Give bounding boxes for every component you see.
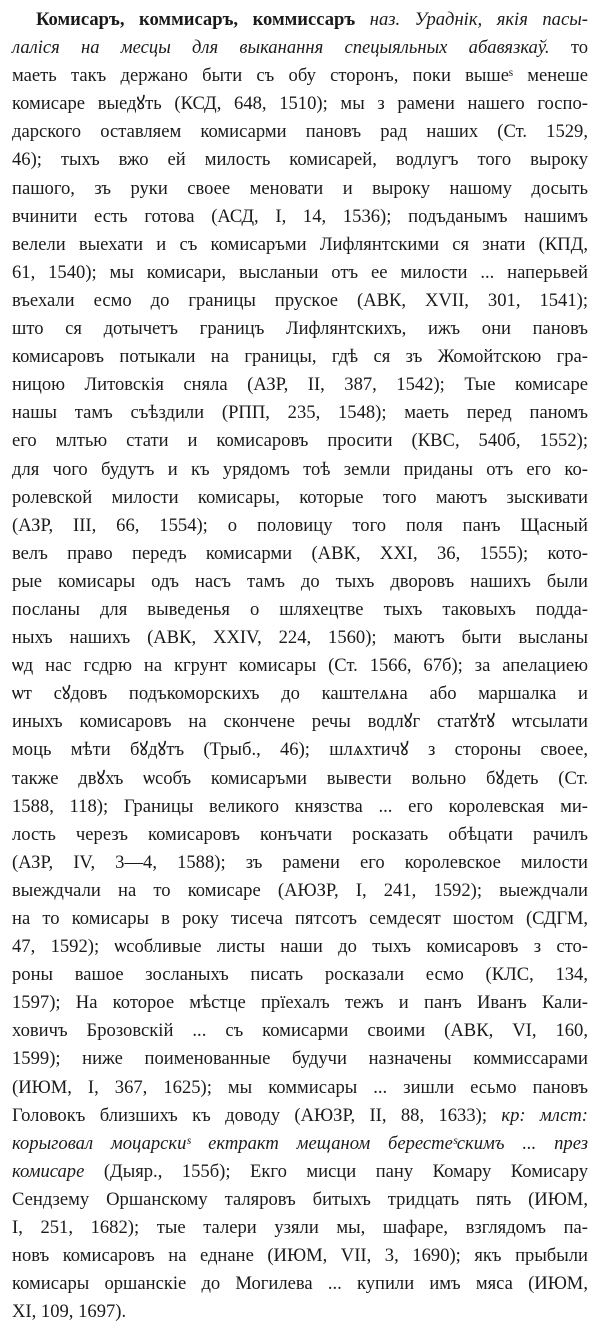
entry-text: 1588, 118); Границы великого князства ... его королевская ми- <box>12 795 588 817</box>
italic-text: комисаре <box>12 1160 85 1182</box>
entry-text: Головокъ близшихъ къ доводу (АЮЗР, II, 88, 1633); <box>12 1104 488 1126</box>
entry-line <box>12 933 588 961</box>
entry-line <box>12 118 588 146</box>
entry-line <box>12 1158 588 1186</box>
entry-line <box>12 484 588 512</box>
italic-text: кр: млст: <box>487 1104 588 1126</box>
entry-text: для чого будутъ и къ урядомъ тоѣ земли приданы отъ его ко- <box>12 458 588 480</box>
entry-line <box>12 849 588 877</box>
entry-text: также двꙋхъ ѡсобъ комисаръми вывести вольно бꙋдеть (Ст. <box>12 767 588 789</box>
entry-text: на то комисары в року тисеча пятсотъ семдесят шостом (СДГМ, <box>12 908 588 929</box>
entry-text: 46); тыхъ вжо ей милость комисарей, водлугъ того выроку <box>12 149 588 171</box>
entry-text: рые комисары одъ насъ тамъ до тыхъ дворовъ нашихъ были <box>12 570 588 592</box>
entry-text: ховичъ Брозовскій ... съ комисарми своими (АВК, VI, 160, <box>12 1020 588 1042</box>
entry-line <box>12 456 588 484</box>
entry-line <box>12 1045 588 1073</box>
entry-text: (АЗР, III, 66, 1554); о половицу того поля панъ Щасный <box>12 514 588 536</box>
italic-text: лаліся на месцы для выканання спецыяльных абавязкаў. <box>12 37 550 59</box>
entry-line <box>12 315 588 343</box>
entry-text: 1599); ниже поименованные будучи назначены коммиссарами <box>12 1048 588 1070</box>
entry-text: роны вашое зосланыхъ писать росказали есмо (КЛС, 134, <box>12 964 588 986</box>
italic-text: корыговал моцарскиˢ ектракт мещаном берестеˢскимъ ... през <box>12 1132 588 1154</box>
entry-text: новъ комисаровъ на еднане (ИЮМ, VII, 3, 1690); якъ прыбыли <box>12 1245 588 1267</box>
entry-text: (АЗР, IV, 3—4, 1588); зъ рамени его королевское милости <box>12 851 588 873</box>
italic-text: наз. Ураднік, якія пасы- <box>355 9 588 30</box>
headword: Комисаръ, коммисаръ, коммиссаръ <box>36 9 356 30</box>
entry-text: велели выехати и съ комисаръми Лифлянтскими ся знати (КПД, <box>12 233 588 255</box>
entry-line <box>12 203 588 231</box>
entry-line <box>12 596 588 624</box>
entry-text: што ся дотычетъ границъ Лифлянтскихъ, ижъ они пановъ <box>12 318 588 340</box>
entry-text: ныхъ нашихъ (АВК, XXIV, 224, 1560); маютъ быти высланы <box>12 627 588 649</box>
entry-line <box>12 793 588 821</box>
entry-line <box>12 1214 588 1242</box>
entry-text: ѡд нас гсдрю на кгрунт комисары (Ст. 1566, 67б); за апелациею <box>12 655 588 677</box>
entry-line <box>12 231 588 259</box>
entry-text: въехали есмо до границы прускoe (АВК, XVII, 301, 1541); <box>12 289 588 311</box>
entry-text: пашого, зъ руки своее меновати и выроку нашому досыть <box>12 177 588 199</box>
entry-line <box>12 512 588 540</box>
entry-text: Сендзему Оршанскому таляровъ битыхъ тридцать пять (ИЮМ, <box>12 1188 588 1210</box>
entry-text: вчинити есть готова (АСД, I, 14, 1536); подъданымъ нашимъ <box>12 205 588 227</box>
entry-line <box>12 1298 588 1326</box>
entry-line <box>12 371 588 399</box>
entry-text: маеть такъ держано быти съ обу сторонъ, поки вышеˢ менеше <box>12 65 588 87</box>
entry-text: велъ право передъ комисарми (АВК, XXI, 36, 1555); кото- <box>12 542 588 564</box>
entry-line <box>12 680 588 708</box>
entry-text: дарского оставляем комисарми пановъ рад наших (Ст. 1529, <box>12 121 588 143</box>
entry-line-headword <box>12 6 588 34</box>
entry-line <box>12 708 588 736</box>
entry-line <box>12 259 588 287</box>
entry-text: ницою Литовскія сняла (АЗР, II, 387, 1542); Тые комисаре <box>12 374 588 396</box>
entry-text: выеждчали на то комисаре (АЮЗР, I, 241, 1592); выеждчали <box>12 879 588 901</box>
entry-line <box>12 961 588 989</box>
entry-text: комисаре выедꙋть (КСД, 648, 1510); мы з рамени нашего госпо- <box>12 93 588 115</box>
entry-line <box>12 1017 588 1045</box>
entry-text: 47, 1592); ѡсобливые листы наши до тыхъ комисаровъ з сто- <box>12 936 588 958</box>
entry-text: посланы для выведенья о шляхецтве тыхъ таковыхъ подда- <box>12 598 588 620</box>
entry-line <box>12 427 588 455</box>
entry-text: (ИЮМ, I, 367, 1625); мы коммисары ... зишли есьмо пановъ <box>12 1076 588 1098</box>
entry-line <box>12 765 588 793</box>
entry-line <box>12 736 588 764</box>
entry-line <box>12 1270 588 1298</box>
entry-text: 1597); На которое мѣстце прїехалъ тежъ и панъ Иванъ Кали- <box>12 992 588 1014</box>
entry-text: лость черезъ комисаровъ конъчати росказать обѣцати рачилъ <box>12 823 588 845</box>
entry-text: иныхъ комисаровъ на скончене речы водлꙋг статꙋтꙋ ѡтсылати <box>12 711 588 733</box>
entry-text: то <box>549 37 588 59</box>
entry-text: нашы тамъ съѣздили (РПП, 235, 1548); маеть перед паномъ <box>12 402 588 424</box>
entry-line <box>12 877 588 905</box>
entry-text: ѡт сꙋдовъ подъкоморскихъ до каштелѧна або маршалка и <box>12 683 588 705</box>
entry-line <box>12 287 588 315</box>
entry-line <box>12 399 588 427</box>
entry-text: комисаровъ потыкали на границы, гдѣ ся зъ Жомойтскою гра- <box>12 346 588 368</box>
entry-text: его млтью стати и комисаровъ просити (КВС, 540б, 1552); <box>12 430 588 452</box>
entry-line <box>12 62 588 90</box>
entry-line <box>12 175 588 203</box>
entry-line <box>12 905 588 933</box>
entry-line <box>12 90 588 118</box>
entry-text: (Дыяр., 155б); Екго мисци пану Комару Комисару <box>84 1160 588 1182</box>
entry-line <box>12 1102 588 1130</box>
dictionary-entry <box>12 6 588 1326</box>
entry-line <box>12 1242 588 1270</box>
entry-text: ролевской милости комисары, которые того маютъ зыскивати <box>12 486 588 508</box>
entry-line <box>12 568 588 596</box>
entry-line <box>12 1130 588 1158</box>
entry-text: XI, 109, 1697). <box>12 1301 127 1323</box>
entry-line <box>12 540 588 568</box>
entry-line <box>12 34 588 62</box>
entry-line <box>12 1186 588 1214</box>
entry-text: I, 251, 1682); тые талери узяли мы, шафаре, взглядомъ па- <box>12 1217 588 1239</box>
entry-line <box>12 989 588 1017</box>
entry-text: 61, 1540); мы комисари, высланыи отъ ее милости ... наперьвей <box>12 261 588 283</box>
entry-text: моць мѣти бꙋдꙋтъ (Трыб., 46); шлѧхтичꙋ з стороны своее, <box>12 739 588 761</box>
entry-line <box>12 624 588 652</box>
entry-line <box>12 821 588 849</box>
entry-line <box>12 146 588 174</box>
entry-line <box>12 652 588 680</box>
entry-line <box>12 1074 588 1102</box>
entry-line <box>12 343 588 371</box>
entry-text: комисары оршанскіе до Могилева ... купили имъ мяса (ИЮМ, <box>12 1273 588 1295</box>
